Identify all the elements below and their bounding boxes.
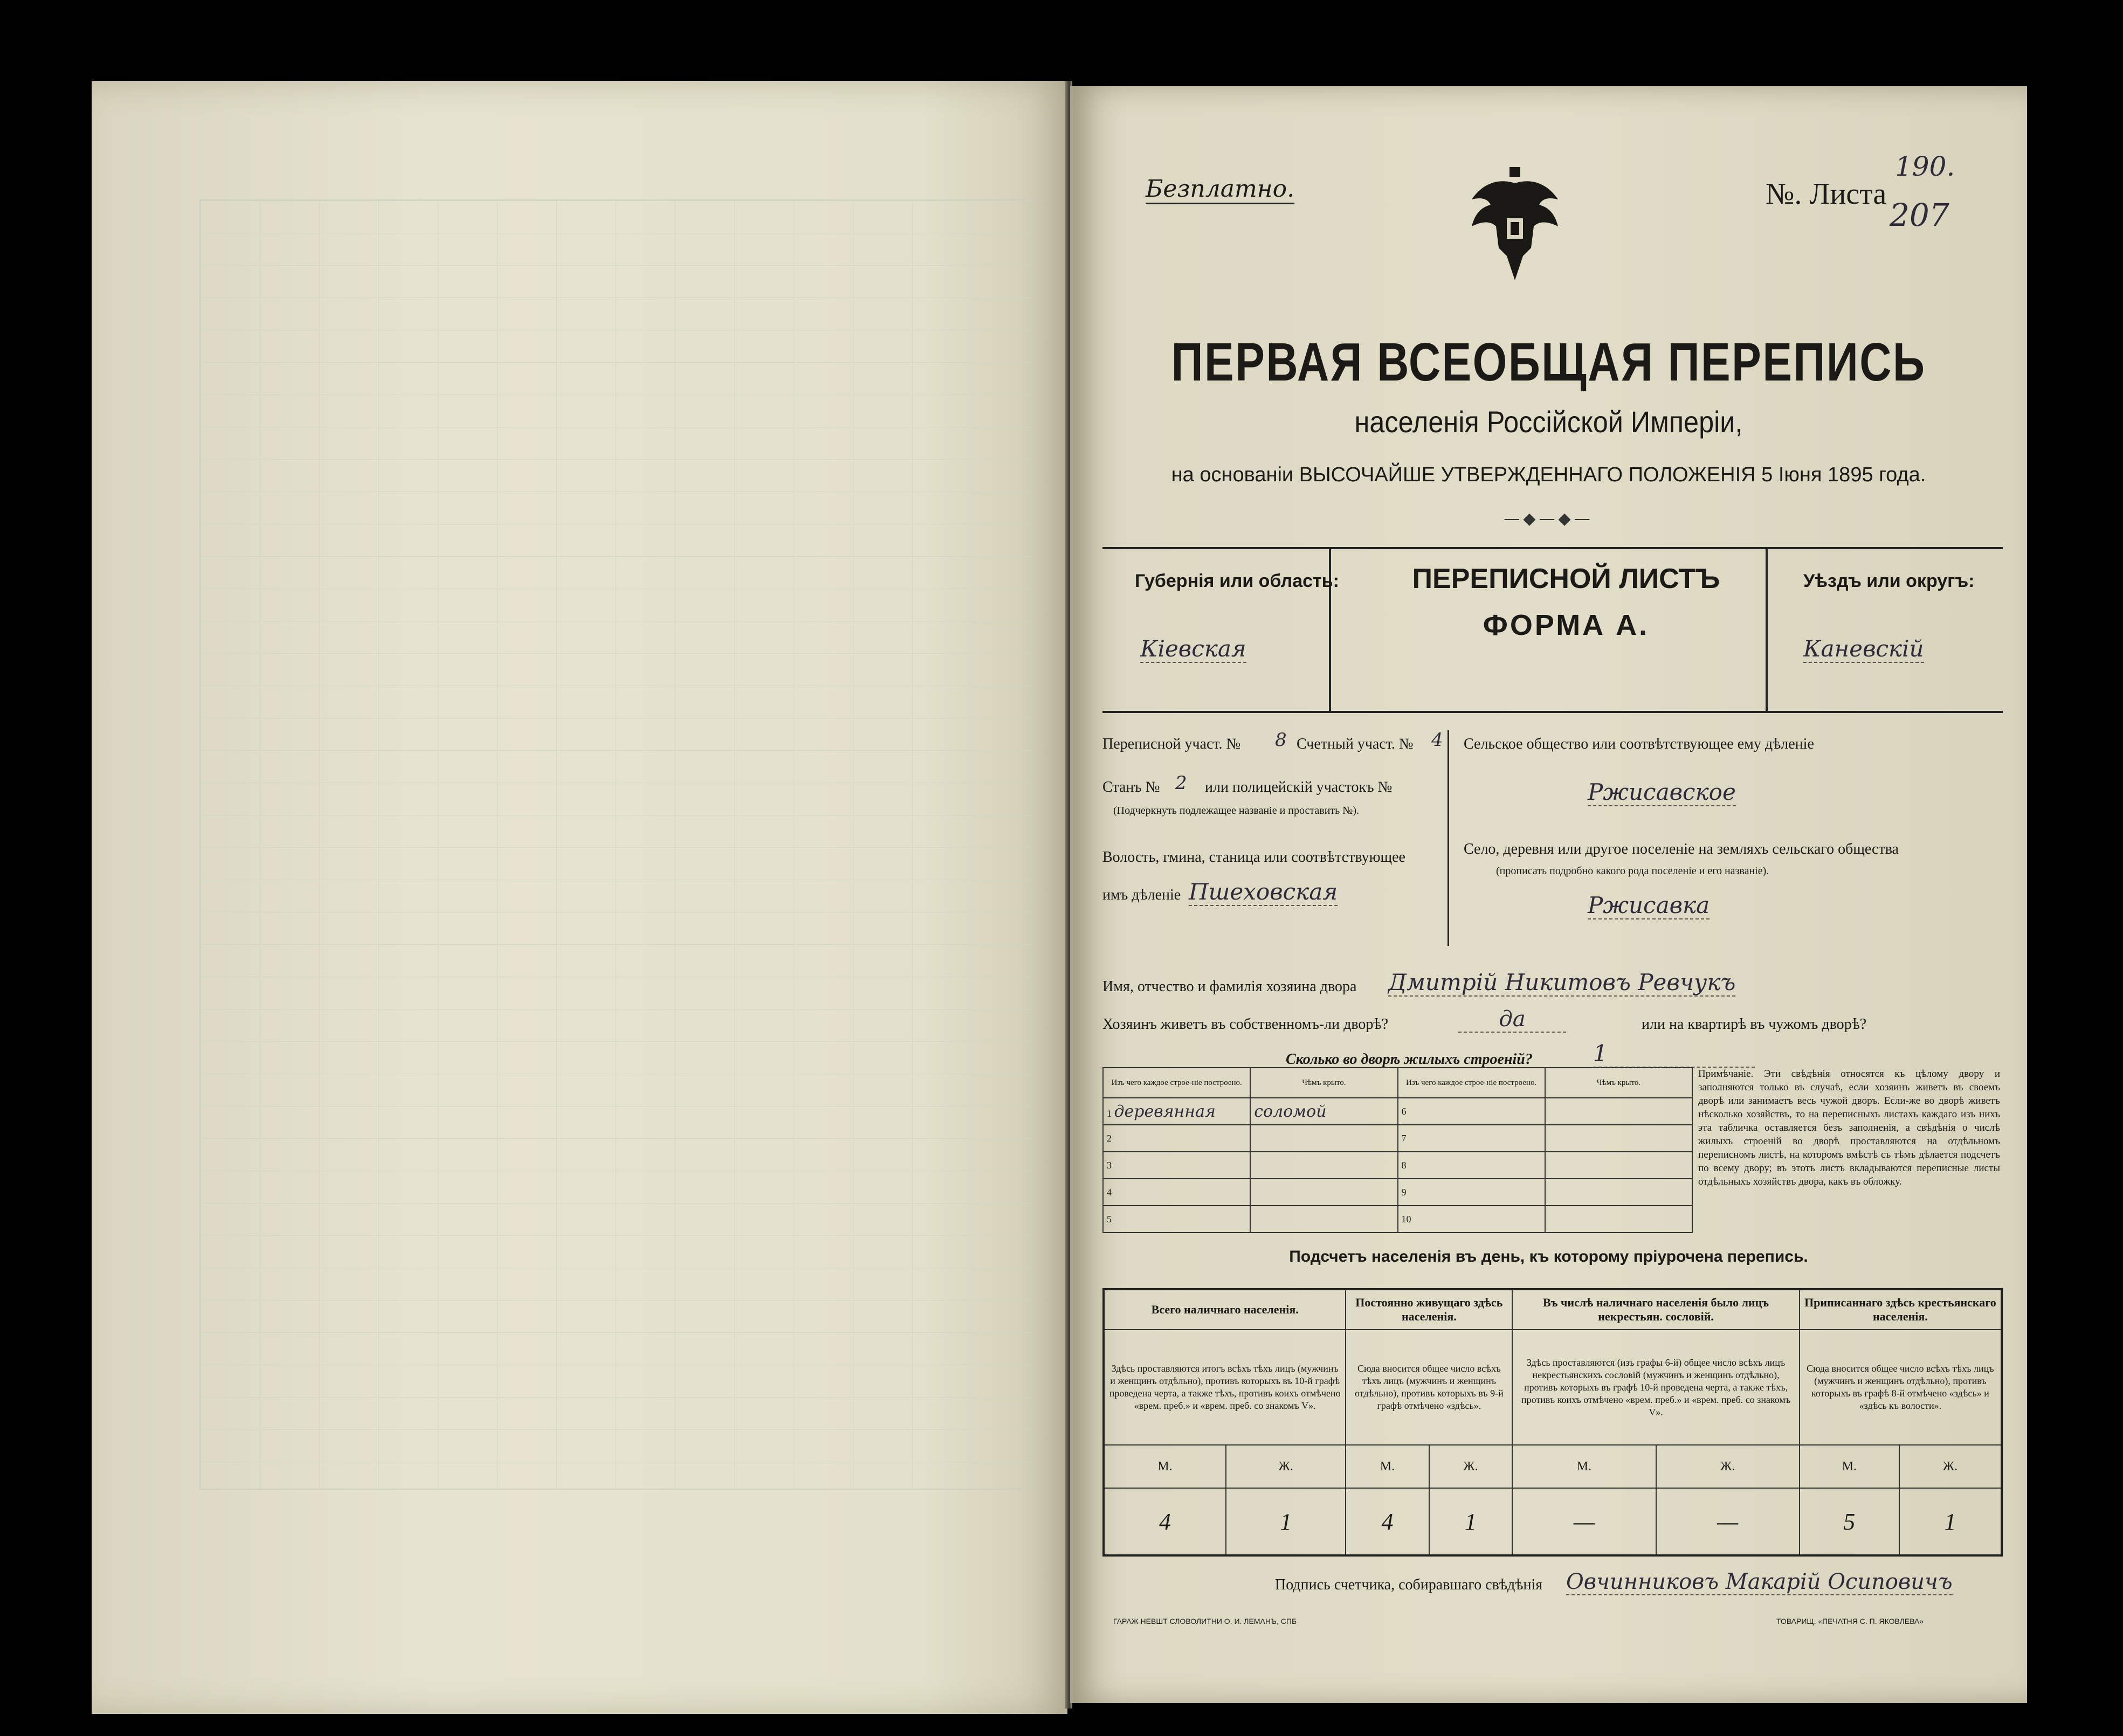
row-number: 2 [1103,1125,1250,1152]
group-header: Всего наличнаго населенія. [1104,1289,1346,1330]
female-label: Ж. [1656,1445,1800,1488]
table-row [1103,1206,1692,1233]
roof-value: соломой [1250,1098,1397,1125]
group-description: Сюда вносится общее число всѣхъ тѣхъ лицъ (мужчинъ и женщинъ отдѣльно), противъ которыхъ въ 9-й графѣ отмѣчено «здѣсь». [1346,1330,1512,1445]
female-count: — [1656,1488,1800,1555]
form-header-box [1102,547,2003,713]
male-label: М. [1346,1445,1429,1488]
row-number: 1 [1107,1108,1112,1119]
left-page [92,81,1067,1714]
table-row [1103,1125,1692,1152]
row-number: 8 [1398,1152,1545,1179]
form-title: ПЕРЕПИСНОЙ ЛИСТЪ [1412,563,1720,594]
sheet-number-label: №. Листа [1766,177,1887,211]
group-description: Здѣсь проставляются итогъ всѣхъ тѣхъ лицъ (мужчинъ и женщинъ отдѣльно), противъ которыхъ въ 10-й графѣ проведена черта, а также тѣхъ, противъ коихъ отмѣчено «врем. преб.» и «врем. преб. со знакомъ V». [1104,1330,1346,1445]
village-instruction: (прописать подробно какого рода поселеніе и его названіе). [1496,865,1769,877]
row-number: 6 [1398,1098,1545,1125]
volost-value: Пшеховская [1189,879,1338,905]
female-count: 1 [1429,1488,1513,1555]
population-count-title: Подсчетъ населенія въ день, къ которому пріурочена перепись. [1289,1248,1808,1265]
ornament-divider: —◆—◆— [1504,509,1594,528]
col-roof: Чѣмъ крыто. [1250,1068,1397,1098]
row-number: 10 [1398,1206,1545,1233]
row-number: 5 [1103,1206,1250,1233]
female-label: Ж. [1429,1445,1513,1488]
owner-name-label: Имя, отчество и фамилія хозяина двора [1102,978,1357,995]
female-count: 1 [1226,1488,1346,1555]
male-label: М. [1512,1445,1656,1488]
owner-name-value: Дмитрій Никитовъ Ревчукъ [1388,969,1736,995]
male-count: 4 [1104,1488,1226,1555]
gubernia-value: Кіевская [1140,635,1246,662]
uezd-value: Каневскій [1803,635,1924,662]
male-count: 4 [1346,1488,1429,1555]
row-number: 3 [1103,1152,1250,1179]
male-label: М. [1800,1445,1899,1488]
count-area-label: Счетный участ. № [1297,736,1414,752]
population-count-table [1102,1288,2003,1557]
buildings-count-label: Сколько во дворѣ жилыхъ строеній? [1286,1051,1533,1068]
police-district-label: или полицейскій участокъ № [1205,779,1393,796]
gubernia-label: Губернія или область: [1135,571,1339,591]
rented-label: или на квартирѣ въ чужомъ дворѣ? [1642,1016,1867,1033]
printer-imprint-left: ГАРАЖ НЕВШТ СЛОВОЛИТНИ О. И. ЛЕМАНЪ, СПБ [1113,1617,1297,1626]
village-label: Село, деревня или другое поселеніе на земляхъ сельскаго общества [1464,841,1899,857]
rural-society-label: Сельское общество или соотвѣтствующее ему дѣленіе [1464,736,1814,752]
stan-value: 2 [1175,772,1187,794]
form-subtitle: ФОРМА А. [1483,609,1650,641]
document-subtitle: населенія Россійской Имперіи, [1354,405,1743,439]
census-form-page [1070,86,2027,1703]
col-roof: Чѣмъ крыто. [1545,1068,1692,1098]
female-count: 1 [1899,1488,2002,1555]
divider [1766,549,1768,711]
male-label: М. [1104,1445,1226,1488]
group-header: Приписаннаго здѣсь крестьянскаго населенія. [1800,1289,2002,1330]
row-number: 7 [1398,1125,1545,1152]
col-material: Изъ чего каждое строе-ніе построено. [1398,1068,1545,1098]
stan-label: Станъ № [1102,779,1160,796]
sheet-number-value-2: 207 [1890,197,1949,233]
note-text: Примѣчаніе. Эти свѣдѣнія относятся къ цѣлому двору и заполняются только въ случаѣ, если хозяинъ живетъ въ своемъ дворѣ или занимаетъ весь чужой дворъ. Если-же во дворѣ живетъ нѣсколько хозяйствъ, то на переписныхъ листахъ каждаго изъ нихъ эта табличка оставляется безъ заполненія, а свѣдѣнія о числѣ жилыхъ строеній во дворѣ проставляются на отдѣльномъ переписномъ листѣ, на которомъ вмѣстѣ съ тѣмъ дѣлается подсчетъ по всему двору; въ этотъ листъ вкладываются переписные листы отдѣльныхъ хозяйствъ двора, какъ въ обложку. [1698,1068,2000,1187]
legal-basis: на основаніи ВЫСОЧАЙШЕ УТВЕРЖДЕННАГО ПОЛОЖЕНІЯ 5 Іюня 1895 года. [1171,464,1926,486]
double-headed-eagle-emblem [1466,167,1563,286]
divider [1448,730,1449,946]
male-count: — [1512,1488,1656,1555]
sheet-number-value: 190. [1895,151,1955,182]
buildings-table [1102,1067,1693,1233]
enumerator-signature: Овчинниковъ Макарій Осиповичъ [1566,1569,1953,1594]
female-label: Ж. [1899,1445,2002,1488]
row-number: 4 [1103,1179,1250,1206]
enumerator-signature-label: Подпись счетчика, собиравшаго свѣдѣнія [1275,1576,1543,1593]
village-value: Ржисавка [1588,892,1710,918]
group-header: Постоянно живущаго здѣсь населенія. [1346,1289,1512,1330]
free-of-charge-label: Безплатно. [1146,175,1294,204]
faded-ledger-grid [199,199,1032,1490]
census-area-label: Переписной участ. № [1102,736,1241,752]
material-value: деревянная [1114,1102,1216,1121]
col-material: Изъ чего каждое строе-ніе построено. [1103,1068,1250,1098]
buildings-count-value: 1 [1593,1040,1755,1068]
female-label: Ж. [1226,1445,1346,1488]
group-description: Сюда вносится общее число всѣхъ тѣхъ лицъ (мужчинъ и женщинъ отдѣльно), противъ которыхъ въ графѣ 8-й отмѣчено «здѣсь» и «здѣсь къ волости». [1800,1330,2002,1445]
census-area-value: 8 [1275,729,1287,751]
group-description: Здѣсь проставляются (изъ графы 6-й) общее число всѣхъ лицъ некрестьянскихъ сословій (мужчинъ и женщинъ отдѣльно), противъ которыхъ въ графѣ 10-й проведена черта, а также тѣхъ, противъ коихъ отмѣчено «врем. преб.» и «врем. преб. со знакомъ V». [1512,1330,1799,1445]
owner-residence-value: да [1458,1007,1566,1033]
group-header: Въ числѣ наличнаго населенія было лицъ некрестьян. сословій. [1512,1289,1799,1330]
underline-instruction: (Подчеркнуть подлежащее названіе и проставить №). [1113,805,1359,817]
volost-label: Волость, гмина, станица или соотвѣтствующее [1102,849,1405,866]
printer-imprint-right: ТОВАРИЩ. «ПЕЧАТНЯ С. П. ЯКОВЛЕВА» [1776,1617,1924,1626]
document-title: ПЕРВАЯ ВСЕОБЩАЯ ПЕРЕПИСЬ [1171,332,1926,392]
uezd-label: Уѣздъ или округъ: [1803,571,1975,591]
owner-residence-label: Хозяинъ живетъ въ собственномъ-ли дворѣ? [1102,1016,1389,1033]
location-block [1102,725,2003,951]
row-number: 9 [1398,1179,1545,1206]
male-count: 5 [1800,1488,1899,1555]
volost-label-2: имъ дѣленіе [1102,887,1181,903]
count-area-value: 4 [1431,729,1443,751]
table-row [1103,1179,1692,1206]
table-row [1103,1098,1692,1125]
rural-society-value: Ржисавское [1588,779,1736,805]
table-row [1103,1152,1692,1179]
